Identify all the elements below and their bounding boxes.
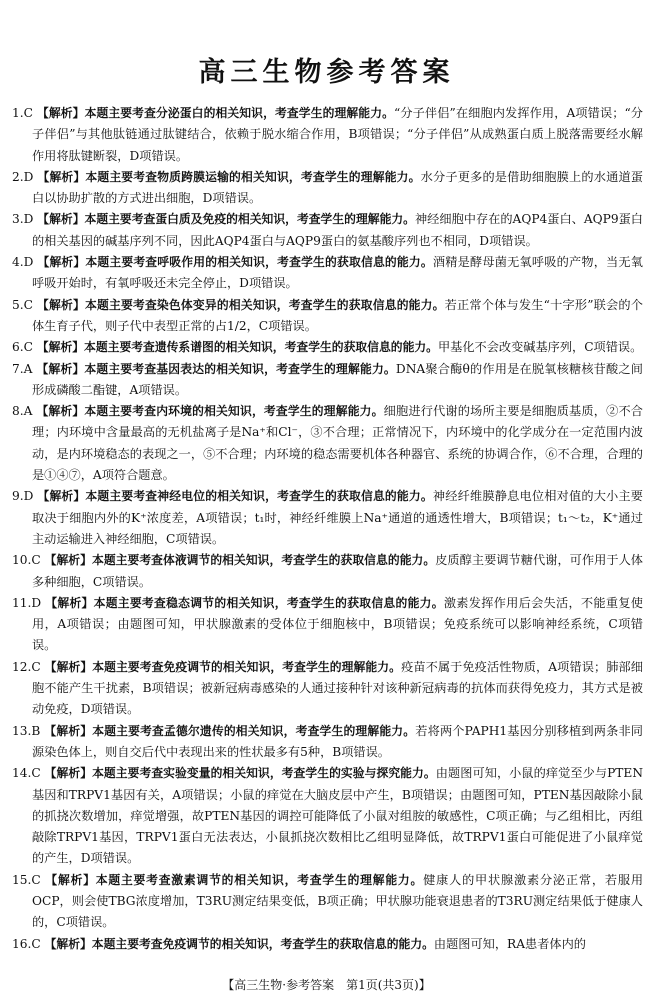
answer-list bbox=[12, 103, 643, 955]
answer-item: 16.C 【解析】本题主要考查免疫调节的相关知识，考查学生的获取信息的能力。由题图可知，RA患者体内的 bbox=[12, 936, 586, 951]
answer-item: 7.A 【解析】本题主要考查基因表达的相关知识，考查学生的理解能力。DNA聚合酶θ的作用是在脱氧核糖核苷酸之间形成磷酸二酯键，A项错误。 bbox=[12, 361, 643, 397]
answer-item: 15.C 【解析】本题主要考查激素调节的相关知识，考查学生的理解能力。健康人的甲状腺激素分泌正常，若服用OCP，则会使TBG浓度增加，T3RU测定结果变低，B项正确；甲状腺功能衰退患者的T3RU测定结果低于健康人的，C项错误。 bbox=[12, 872, 644, 930]
answer-item: 11.D 【解析】本题主要考查稳态调节的相关知识，考查学生的获取信息的能力。激素发挥作用后会失活，不能重复使用，A项错误；由题图可知，甲状腺激素的受体位于细胞核中，B项错误；免疫系统可以影响神经系统，C项错误。 bbox=[12, 595, 643, 653]
answer-item: 6.C 【解析】本题主要考查遗传系谱图的相关知识，考查学生的获取信息的能力。甲基化不会改变碱基序列，C项错误。 bbox=[12, 340, 643, 355]
page-footer: 【高三生物·参考答案 第1页(共3页)】 bbox=[222, 978, 431, 992]
answer-item: 13.B 【解析】本题主要考查孟德尔遗传的相关知识，考查学生的理解能力。若将两个PAPH1基因分别移植到两条非同源染色体上，则自交后代中表现出来的性状最多有5种，B项错误。 bbox=[12, 723, 643, 759]
page-title: 高三生物参考答案 bbox=[198, 57, 455, 88]
answer-item: 4.D 【解析】本题主要考查呼吸作用的相关知识，考查学生的获取信息的能力。酒精是酵母菌无氧呼吸的产物，当无氧呼吸开始时，有氧呼吸还未完全停止，D项错误。 bbox=[12, 255, 643, 291]
answer-item: 12.C 【解析】本题主要考查免疫调节的相关知识，考查学生的理解能力。疫苗不属于免疫活性物质，A项错误；肺部细胞不能产生干扰素，B项错误；被新冠病毒感染的人通过接种针对该种新冠病毒的抗体而获得免疫力，其方式是被动免疫，D项错误。 bbox=[12, 659, 643, 717]
answer-item: 10.C 【解析】本题主要考查体液调节的相关知识，考查学生的获取信息的能力。皮质醇主要调节糖代谢，可作用于人体多种细胞，C项错误。 bbox=[12, 553, 643, 589]
answer-item: 9.D 【解析】本题主要考查神经电位的相关知识，考查学生的获取信息的能力。神经纤维膜静息电位相对值的大小主要取决于细胞内外的K⁺浓度差，A项错误；t₁时，神经纤维膜上Na⁺通道的通透性增大，B项错误；t₁～t₂，K⁺通过主动运输进入神经细胞，C项错误。 bbox=[12, 489, 643, 546]
answer-item: 2.D 【解析】本题主要考查物质跨膜运输的相关知识，考查学生的理解能力。水分子更多的是借助细胞膜上的水通道蛋白以协助扩散的方式进出细胞，D项错误。 bbox=[12, 169, 643, 206]
answer-item: 14.C 【解析】本题主要考查实验变量的相关知识，考查学生的实验与探究能力。由题图可知，小鼠的痒觉至少与PTEN基因和TRPV1基因有关，A项错误；小鼠的痒觉在大脑皮层中产生，B项错误；由题图可知，PTEN基因敲除小鼠的抓挠次数增加，痒觉增强，故PTEN基因的调控可能降低了小鼠对组胺的敏感性，C项正确；与乙组相比，丙组敲除TRPV1基因，TRPV1蛋白无法表达，小鼠抓挠次数相比乙组明显降低，故TRPV1蛋白可能促进了小鼠痒觉的产生，D项错误。 bbox=[12, 766, 643, 866]
answer-item: 8.A 【解析】本题主要考查内环境的相关知识，考查学生的理解能力。细胞进行代谢的场所主要是细胞质基质，②不合理；内环境中含量最高的无机盐离子是Na⁺和Cl⁻，③不合理；正常情况下，内环境中的化学成分在一定范围内波动，是内环境稳态的表现之一，⑤不合理；内环境的稳态需要机体各种器官、系统的协调合作，⑥不合理，合理的是①④⑦，A项符合题意。 bbox=[12, 404, 643, 483]
answer-item: 3.D 【解析】本题主要考查蛋白质及免疫的相关知识，考查学生的理解能力。神经细胞中存在的AQP4蛋白、AQP9蛋白的相关基因的碱基序列不同，因此AQP4蛋白与AQP9蛋白的氨基酸序列也不相同，D项错误。 bbox=[12, 212, 643, 248]
answer-item: 5.C 【解析】本题主要考查染色体变异的相关知识，考查学生的获取信息的能力。若正常个体与发生“十字形”联会的个体生育子代，则子代中表型正常的占1/2，C项错误。 bbox=[12, 297, 643, 333]
answer-item: 1.C 【解析】本题主要考查分泌蛋白的相关知识，考查学生的理解能力。“分子伴侣”在细胞内发挥作用，A项错误；“分子伴侣”与其他肽链通过肽键结合，依赖于脱水缩合作用，B项错误；“分子伴侣”从成熟蛋白质上脱落需要经水解作用将肽键断裂，D项错误。 bbox=[12, 106, 643, 163]
